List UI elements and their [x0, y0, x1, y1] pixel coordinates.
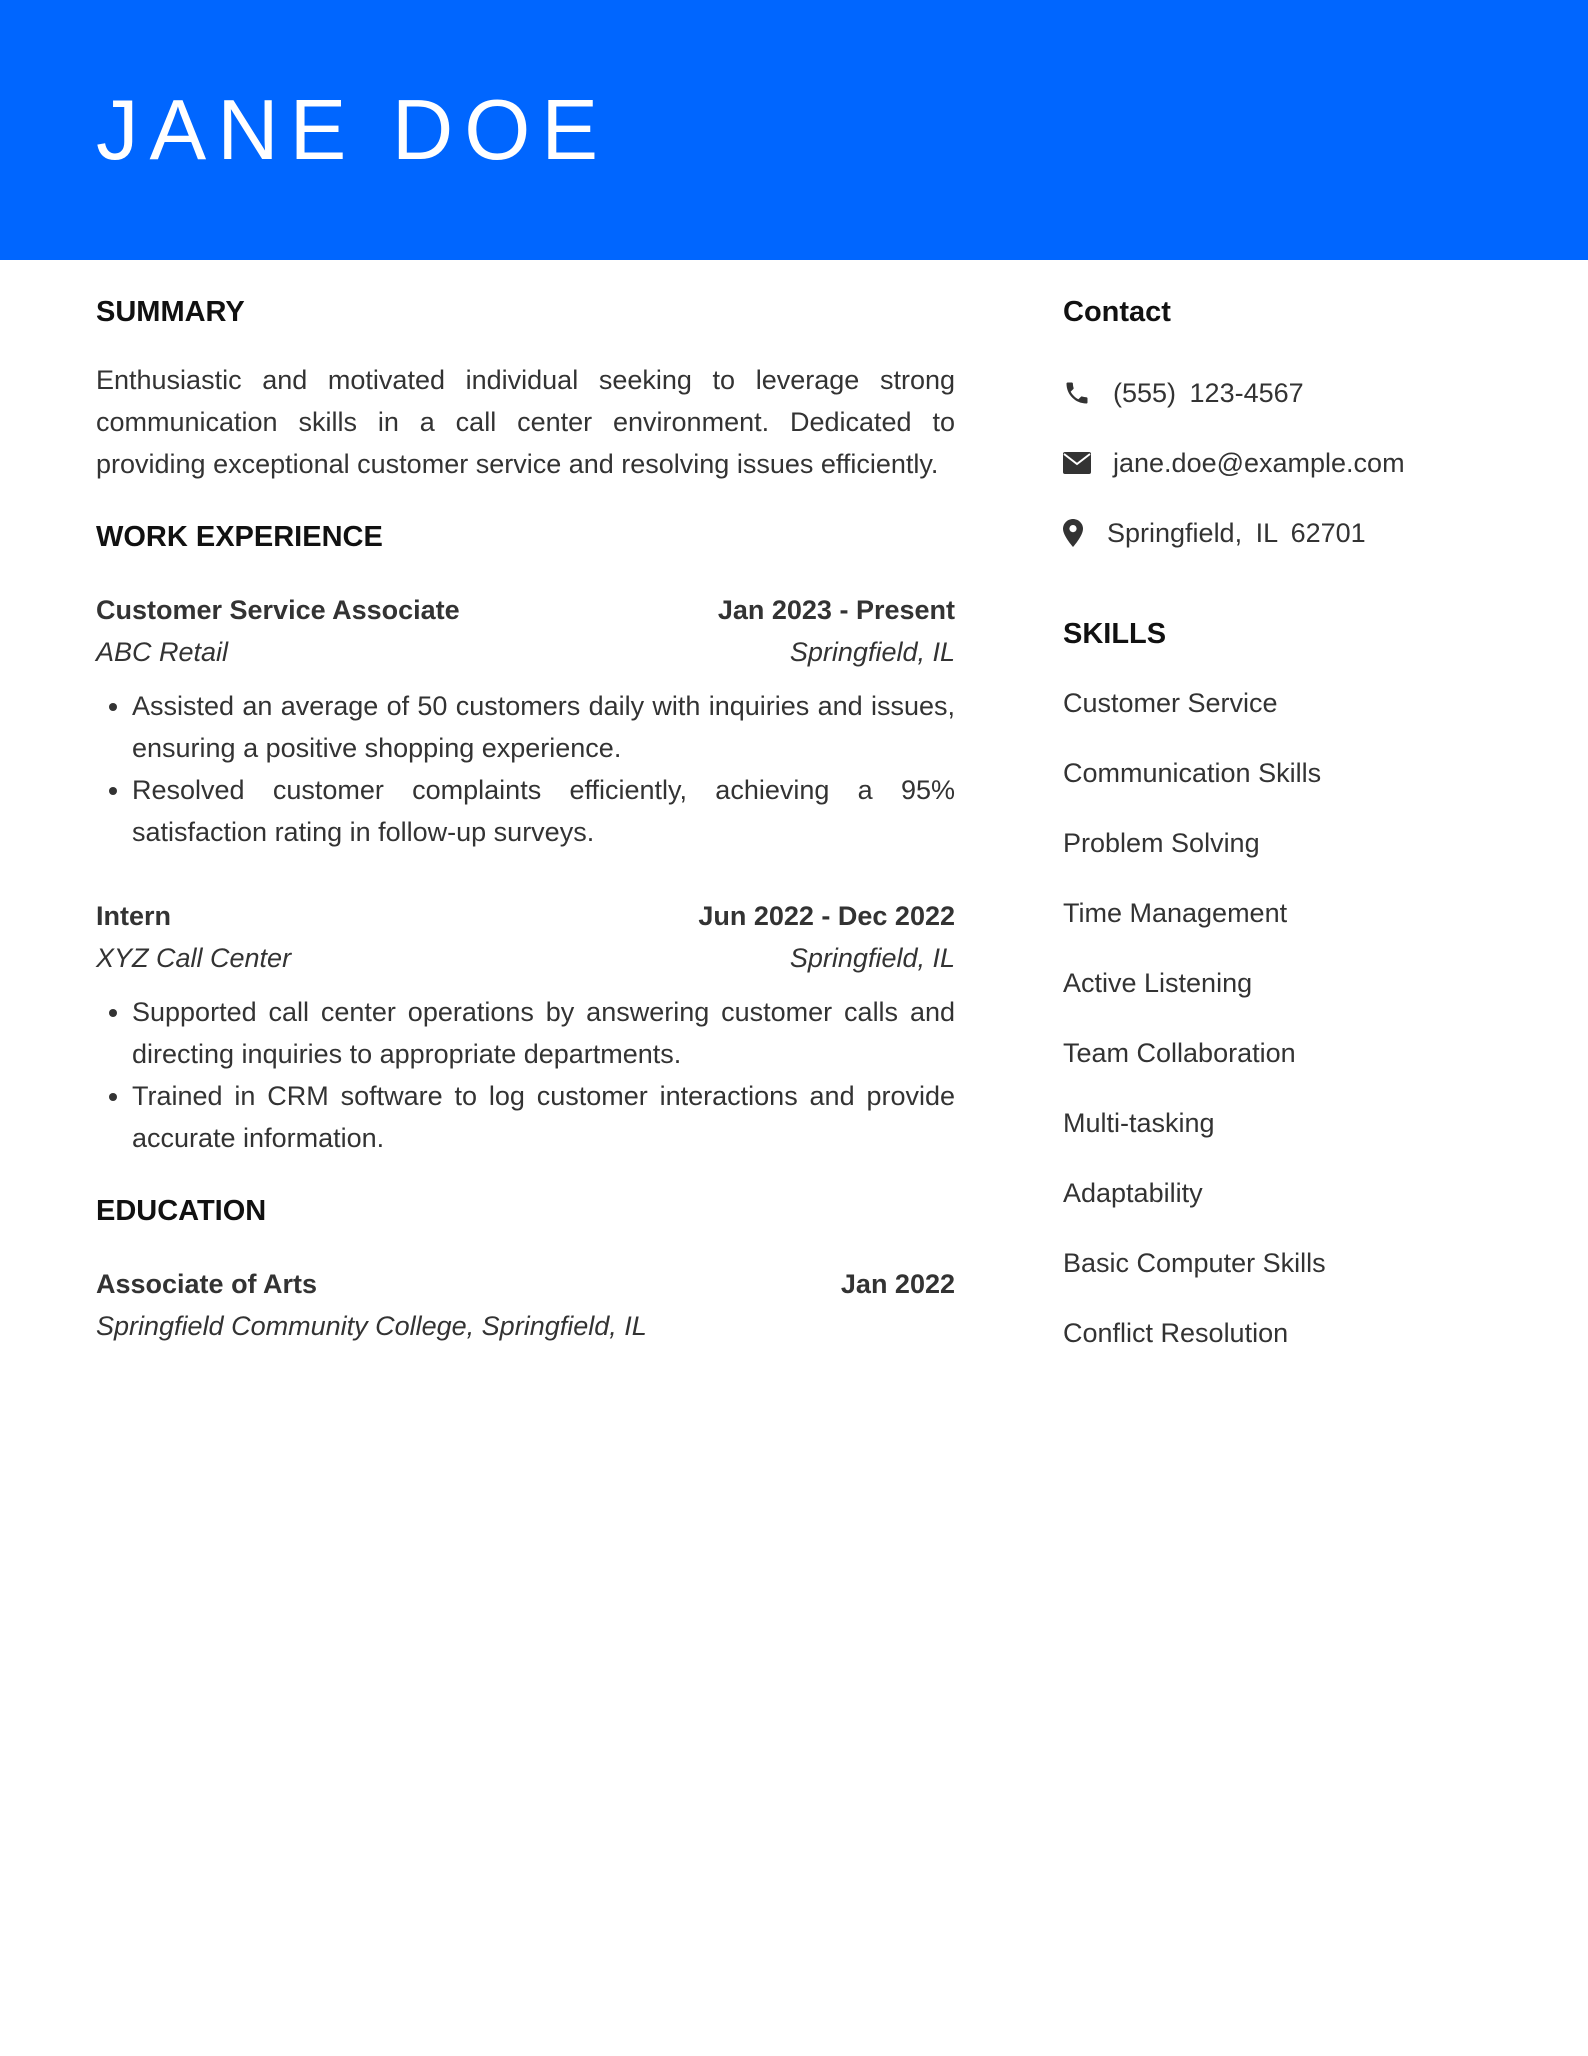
email-address[interactable]: jane.doe@example.com: [1113, 447, 1405, 478]
job-bullet: • Supported call center operations by answering customer calls and directing inquiries to appropriate departments.: [132, 991, 955, 1075]
job-entry: [96, 895, 955, 1159]
summary-title: SUMMARY: [96, 296, 245, 328]
job-header: [96, 589, 955, 631]
skill-item: Multi-tasking: [1063, 1108, 1215, 1138]
main-column: [96, 290, 955, 1347]
sidebar-column: [1063, 290, 1523, 1368]
job-bullets: [96, 685, 955, 853]
skill-item: Time Management: [1063, 898, 1288, 928]
job-company: XYZ Call Center: [96, 943, 292, 973]
skills-title: SKILLS: [1063, 618, 1167, 650]
skills-list: [1063, 668, 1523, 1368]
skill-item: Problem Solving: [1063, 828, 1260, 858]
contact-section: [1063, 290, 1523, 568]
education-title: EDUCATION: [96, 1195, 267, 1227]
job-dates: Jun 2022 - Dec 2022: [698, 901, 955, 931]
skill-item: Adaptability: [1063, 1178, 1203, 1208]
job-subheader: [96, 937, 955, 979]
job-bullet: • Trained in CRM software to log customer interactions and provide accurate information.: [132, 1075, 955, 1159]
skill-item: Basic Computer Skills: [1063, 1248, 1326, 1278]
job-role: Customer Service Associate: [96, 595, 460, 625]
education-section: [96, 1189, 955, 1347]
contact-location: [1063, 498, 1523, 568]
education-degree: Associate of Arts: [96, 1269, 318, 1299]
phone-number[interactable]: (555) 123-4567: [1113, 377, 1304, 408]
phone-icon: [1063, 378, 1093, 408]
candidate-name: JANE DOE: [96, 83, 610, 178]
education-header: [96, 1263, 955, 1305]
map-pin-icon: [1063, 518, 1087, 548]
skills-section: [1063, 612, 1523, 1368]
contact-list: [1063, 358, 1523, 568]
education-school: Springfield Community College, Springfield, IL: [96, 1311, 647, 1341]
summary-text: Enthusiastic and motivated individual seeking to leverage strong communication skills in a call center environment. Dedicated to providing exceptional customer service and resolving issues efficiently.: [96, 365, 955, 479]
job-bullets: [96, 991, 955, 1159]
envelope-icon: [1063, 448, 1093, 478]
skill-item: Communication Skills: [1063, 758, 1322, 788]
contact-email: [1063, 428, 1523, 498]
work-experience-title: WORK EXPERIENCE: [96, 521, 383, 553]
contact-phone: [1063, 358, 1523, 428]
skill-item: Customer Service: [1063, 688, 1278, 718]
header-banner: [0, 0, 1588, 260]
skill-item: Team Collaboration: [1063, 1038, 1296, 1068]
job-entry: [96, 589, 955, 853]
job-subheader: [96, 631, 955, 673]
contact-title: Contact: [1063, 296, 1171, 328]
education-subheader: [96, 1305, 955, 1347]
job-bullet: • Assisted an average of 50 customers daily with inquiries and issues, ensuring a positive shopping experience.: [132, 685, 955, 769]
work-experience-section: [96, 515, 955, 1159]
job-location: Springfield, IL: [789, 943, 955, 973]
job-dates: Jan 2023 - Present: [717, 595, 955, 625]
job-bullet: • Resolved customer complaints efficiently, achieving a 95% satisfaction rating in follow-up surveys.: [132, 769, 955, 853]
location-text: Springfield, IL 62701: [1107, 517, 1366, 548]
job-location: Springfield, IL: [789, 637, 955, 667]
education-entry: [96, 1263, 955, 1347]
skill-item: Conflict Resolution: [1063, 1318, 1289, 1348]
summary-section: [96, 290, 955, 485]
skill-item: Active Listening: [1063, 968, 1253, 998]
job-role: Intern: [96, 901, 172, 931]
job-company: ABC Retail: [96, 637, 229, 667]
education-date: Jan 2022: [840, 1269, 955, 1299]
job-header: [96, 895, 955, 937]
